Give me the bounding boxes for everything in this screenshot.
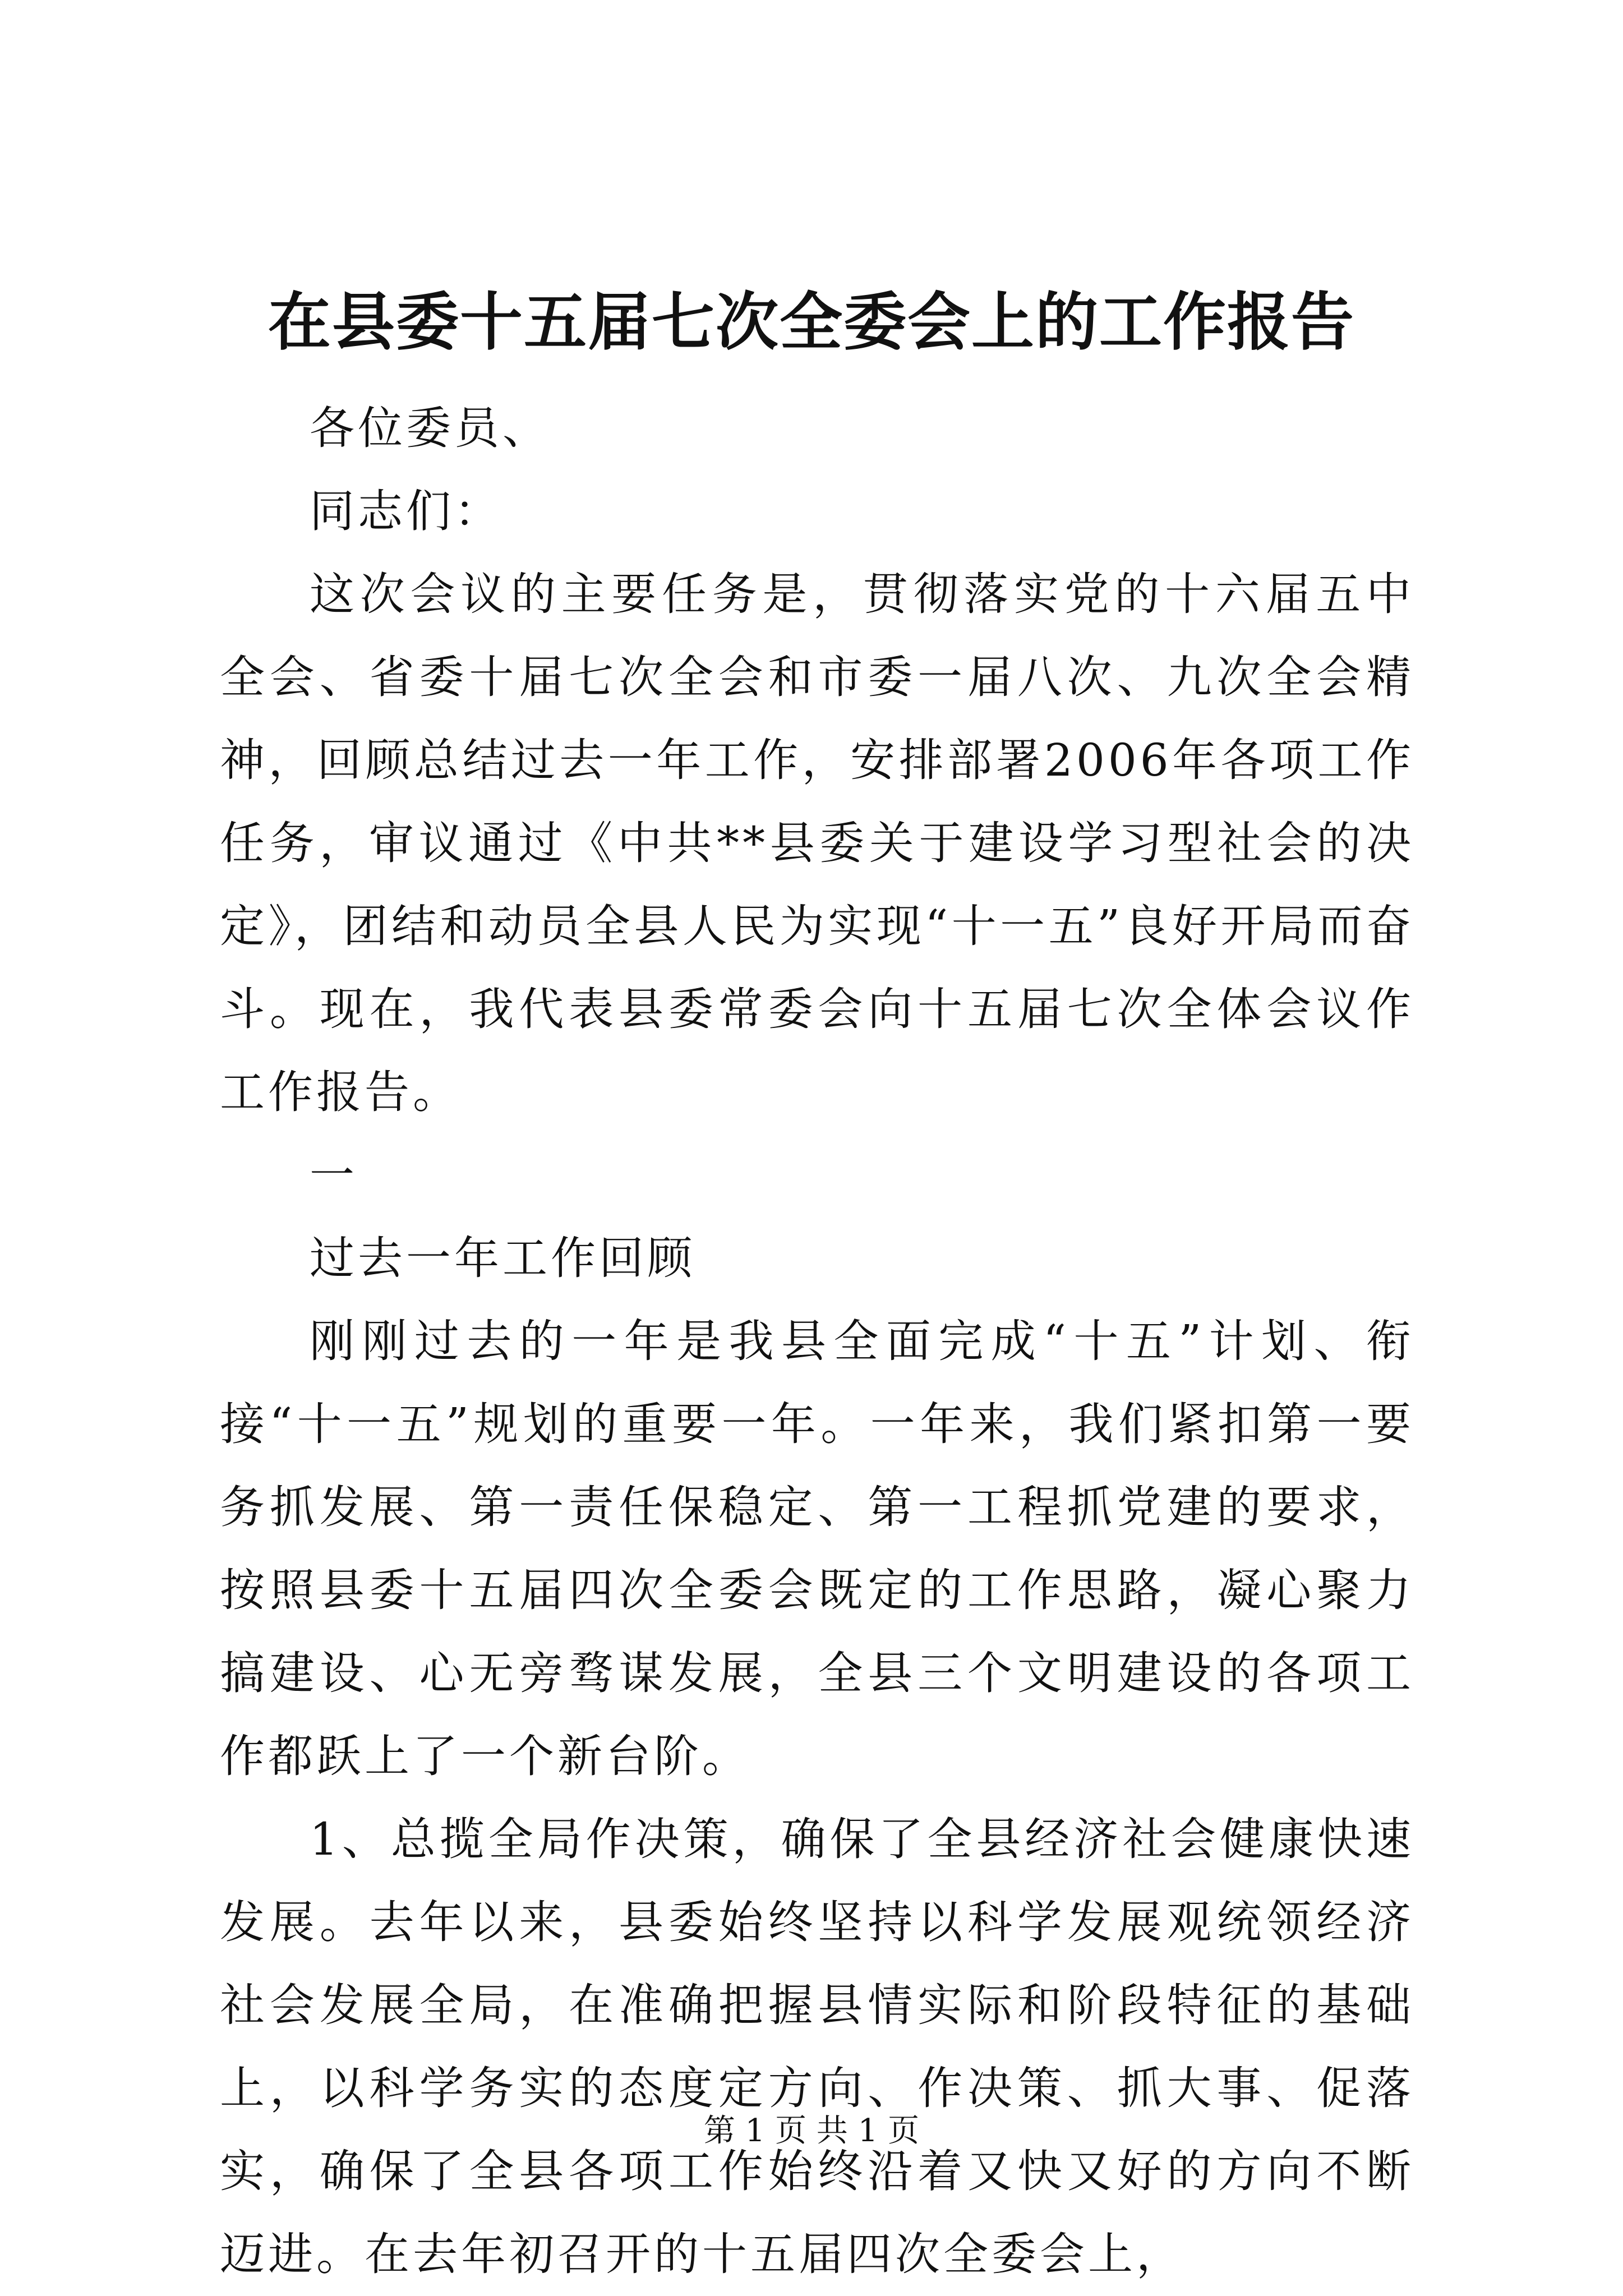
point-1-paragraph: 1、总揽全局作决策，确保了全县经济社会健康快速发展。去年以来，县委始终坚持以科学发展观统领经济社会发展全局，在准确把握县情实际和阶段特征的基础上，以科学务实的态度定方向、作决策、抓大事、促落实，确保了全县各项工作始终沿着又快又好的方向不断迈进。在去年初召开的十五届四次全委会上， — [220, 1813, 1414, 2280]
section-heading: 过去一年工作回顾 — [310, 1232, 695, 1284]
intro-paragraph: 这次会议的主要任务是，贯彻落实党的十六届五中全会、省委十届七次全会和市委一届八次、九次全会精神，回顾总结过去一年工作，安排部署2006年各项工作任务，审议通过《中共**县委关于建设学习型社会的决定》，团结和动员全县人民为实现“十一五”良好开局而奋斗。现在，我代表县委常委会向十五届七次全体会议作工作报告。 — [220, 568, 1414, 1118]
salutation-line-2: 同志们： — [310, 485, 502, 537]
salutation-line-1: 各位委员、 — [310, 402, 551, 454]
document-title: 在县委十五届七次全委会上的工作报告 — [268, 285, 1355, 359]
page-footer: 第 1 页 共 1 页 — [703, 2113, 920, 2149]
section-number: 一 — [310, 1149, 358, 1201]
review-paragraph: 刚刚过去的一年是我县全面完成“十五”计划、衔接“十一五”规划的重要一年。一年来，我们紧扣第一要务抓发展、第一责任保稳定、第一工程抓党建的要求，按照县委十五届四次全委会既定的工作思路，凝心聚力搞建设、心无旁骛谋发展，全县三个文明建设的各项工作都跃上了一个新台阶。 — [220, 1315, 1414, 1782]
document-body — [220, 387, 1414, 2296]
